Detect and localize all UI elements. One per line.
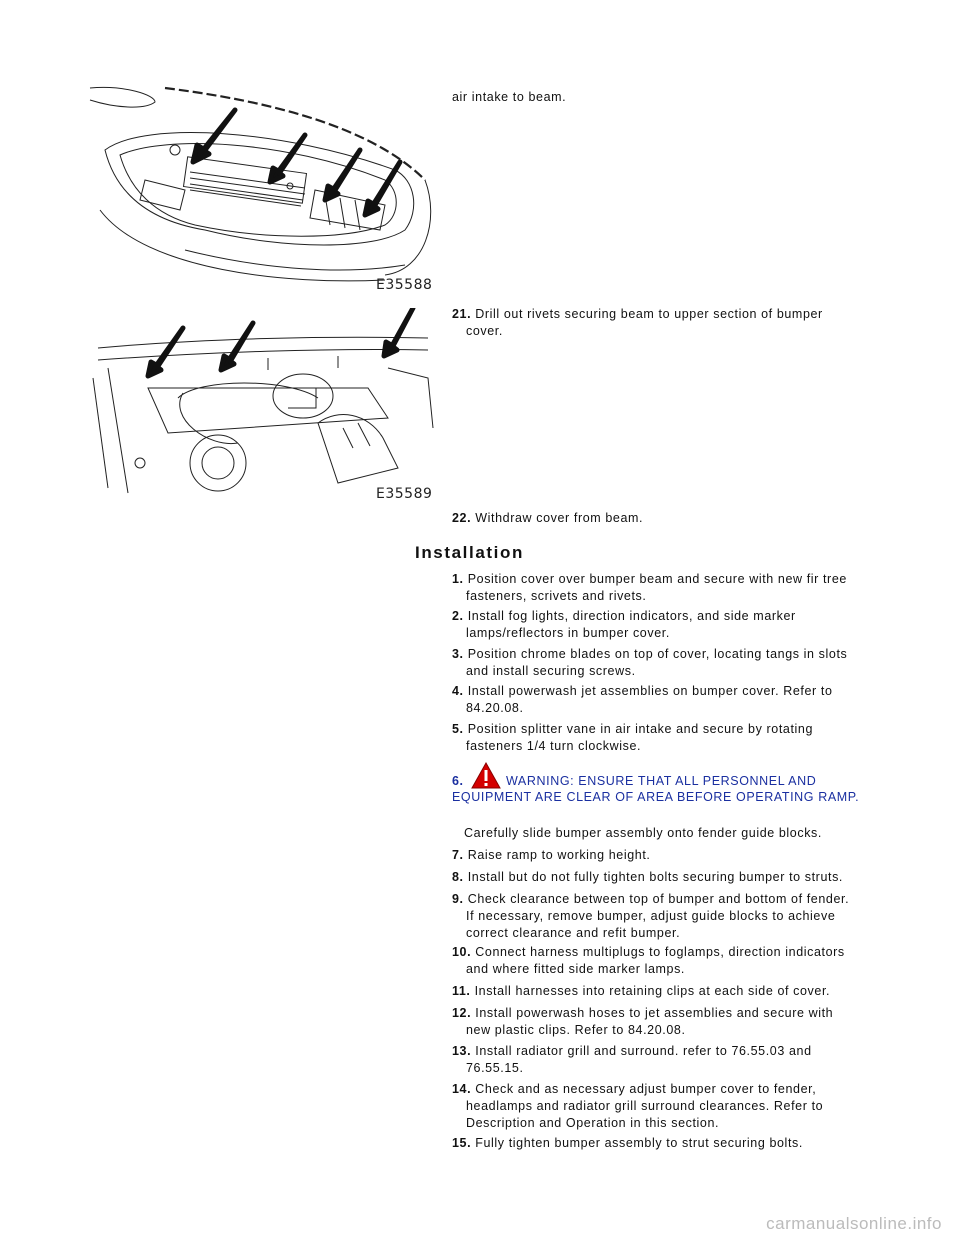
step-text-cont: fasteners, scrivets and rivets.: [466, 589, 647, 603]
step-number: 9.: [452, 892, 464, 906]
figure-e35588: [85, 80, 445, 295]
step-text-cont: cover.: [466, 324, 503, 338]
step-text-cont: fasteners 1/4 turn clockwise.: [466, 739, 642, 753]
step-text-cont: If necessary, remove bumper, adjust guide blocks to achieve: [466, 909, 836, 923]
beam-rivets-illustration: [88, 308, 438, 498]
step-number: 8.: [452, 870, 464, 884]
footer-watermark[interactable]: carmanualsonline.info: [766, 1214, 942, 1233]
air-intake-illustration: [85, 80, 445, 295]
step-number: 7.: [452, 848, 464, 862]
installation-step: [452, 1005, 882, 1039]
step-text-cont: Description and Operation in this section.: [466, 1116, 720, 1130]
figure-label: E35589: [376, 486, 433, 502]
installation-step: [452, 646, 882, 680]
step-text: Install but do not fully tighten bolts securing bumper to struts.: [467, 870, 843, 884]
installation-step: [452, 983, 882, 1000]
step-text: Install powerwash jet assemblies on bumper cover. Refer to: [467, 684, 833, 698]
warning-text: WARNING: ENSURE THAT ALL PERSONNEL AND: [506, 774, 817, 788]
step-text: Install powerwash hoses to jet assemblies and secure with: [475, 1006, 834, 1020]
step-number: 15.: [452, 1136, 472, 1150]
step-number: 22.: [452, 511, 472, 525]
step-text: Install harnesses into retaining clips at each side of cover.: [474, 984, 831, 998]
step-text: Raise ramp to working height.: [467, 848, 651, 862]
step-number: 14.: [452, 1082, 472, 1096]
warning-block: [452, 762, 912, 806]
step-text: Position chrome blades on top of cover, locating tangs in slots: [467, 647, 848, 661]
step-text: Drill out rivets securing beam to upper section of bumper: [475, 307, 823, 321]
installation-step: [452, 847, 882, 864]
step-text-cont: and install securing screws.: [466, 664, 636, 678]
step-number: 21.: [452, 307, 472, 321]
step-number: 1.: [452, 572, 464, 586]
continued-text: air intake to beam.: [452, 90, 567, 104]
step-text-cont: lamps/reflectors in bumper cover.: [466, 626, 670, 640]
step-number: 2.: [452, 609, 464, 623]
step-text: Position cover over bumper beam and secure with new fir tree: [467, 572, 847, 586]
installation-step: [452, 1043, 882, 1077]
step-number: 6.: [452, 774, 464, 788]
installation-step: [452, 1135, 882, 1152]
step-text-cont: 84.20.08.: [466, 701, 524, 715]
installation-step: [452, 944, 882, 978]
installation-step: [452, 869, 922, 886]
installation-step: [452, 608, 882, 642]
step-text: Install fog lights, direction indicators, and side marker: [467, 609, 796, 623]
step-text: Install radiator grill and surround. refer to 76.55.03 and: [475, 1044, 812, 1058]
removal-step: [452, 510, 882, 527]
step-number: 4.: [452, 684, 464, 698]
installation-step: [452, 571, 882, 605]
step-text: Connect harness multiplugs to foglamps, direction indicators: [475, 945, 845, 959]
step-number: 13.: [452, 1044, 472, 1058]
installation-step: [452, 721, 882, 755]
step-number: 5.: [452, 722, 464, 736]
step-number: 3.: [452, 647, 464, 661]
step-text: Check clearance between top of bumper and bottom of fender.: [467, 892, 850, 906]
step-number: 11.: [452, 984, 471, 998]
step-text: Withdraw cover from beam.: [475, 511, 644, 525]
step-text: Fully tighten bumper assembly to strut securing bolts.: [475, 1136, 803, 1150]
removal-step: [452, 306, 882, 340]
step-text-cont: headlamps and radiator grill surround clearances. Refer to: [466, 1099, 824, 1113]
warning-text-cont: EQUIPMENT ARE CLEAR OF AREA BEFORE OPERATING RAMP.: [452, 790, 860, 804]
step-number: 12.: [452, 1006, 472, 1020]
step-text-cont: correct clearance and refit bumper.: [466, 926, 681, 940]
installation-step: [452, 683, 882, 717]
section-heading: Installation: [415, 543, 524, 562]
step-number: 10.: [452, 945, 472, 959]
warning-icon: [471, 762, 501, 789]
step-text-cont: new plastic clips. Refer to 84.20.08.: [466, 1023, 686, 1037]
step-text: Check and as necessary adjust bumper cover to fender,: [475, 1082, 817, 1096]
installation-step: [452, 1081, 882, 1132]
step-text: Position splitter vane in air intake and secure by rotating: [467, 722, 813, 736]
figure-e35589: [88, 308, 438, 498]
installation-step: [452, 891, 922, 942]
step-text-cont: 76.55.15.: [466, 1061, 524, 1075]
step-text-cont: and where fitted side marker lamps.: [466, 962, 686, 976]
warning-followup: Carefully slide bumper assembly onto fender guide blocks.: [464, 826, 822, 840]
figure-label: E35588: [376, 277, 433, 293]
